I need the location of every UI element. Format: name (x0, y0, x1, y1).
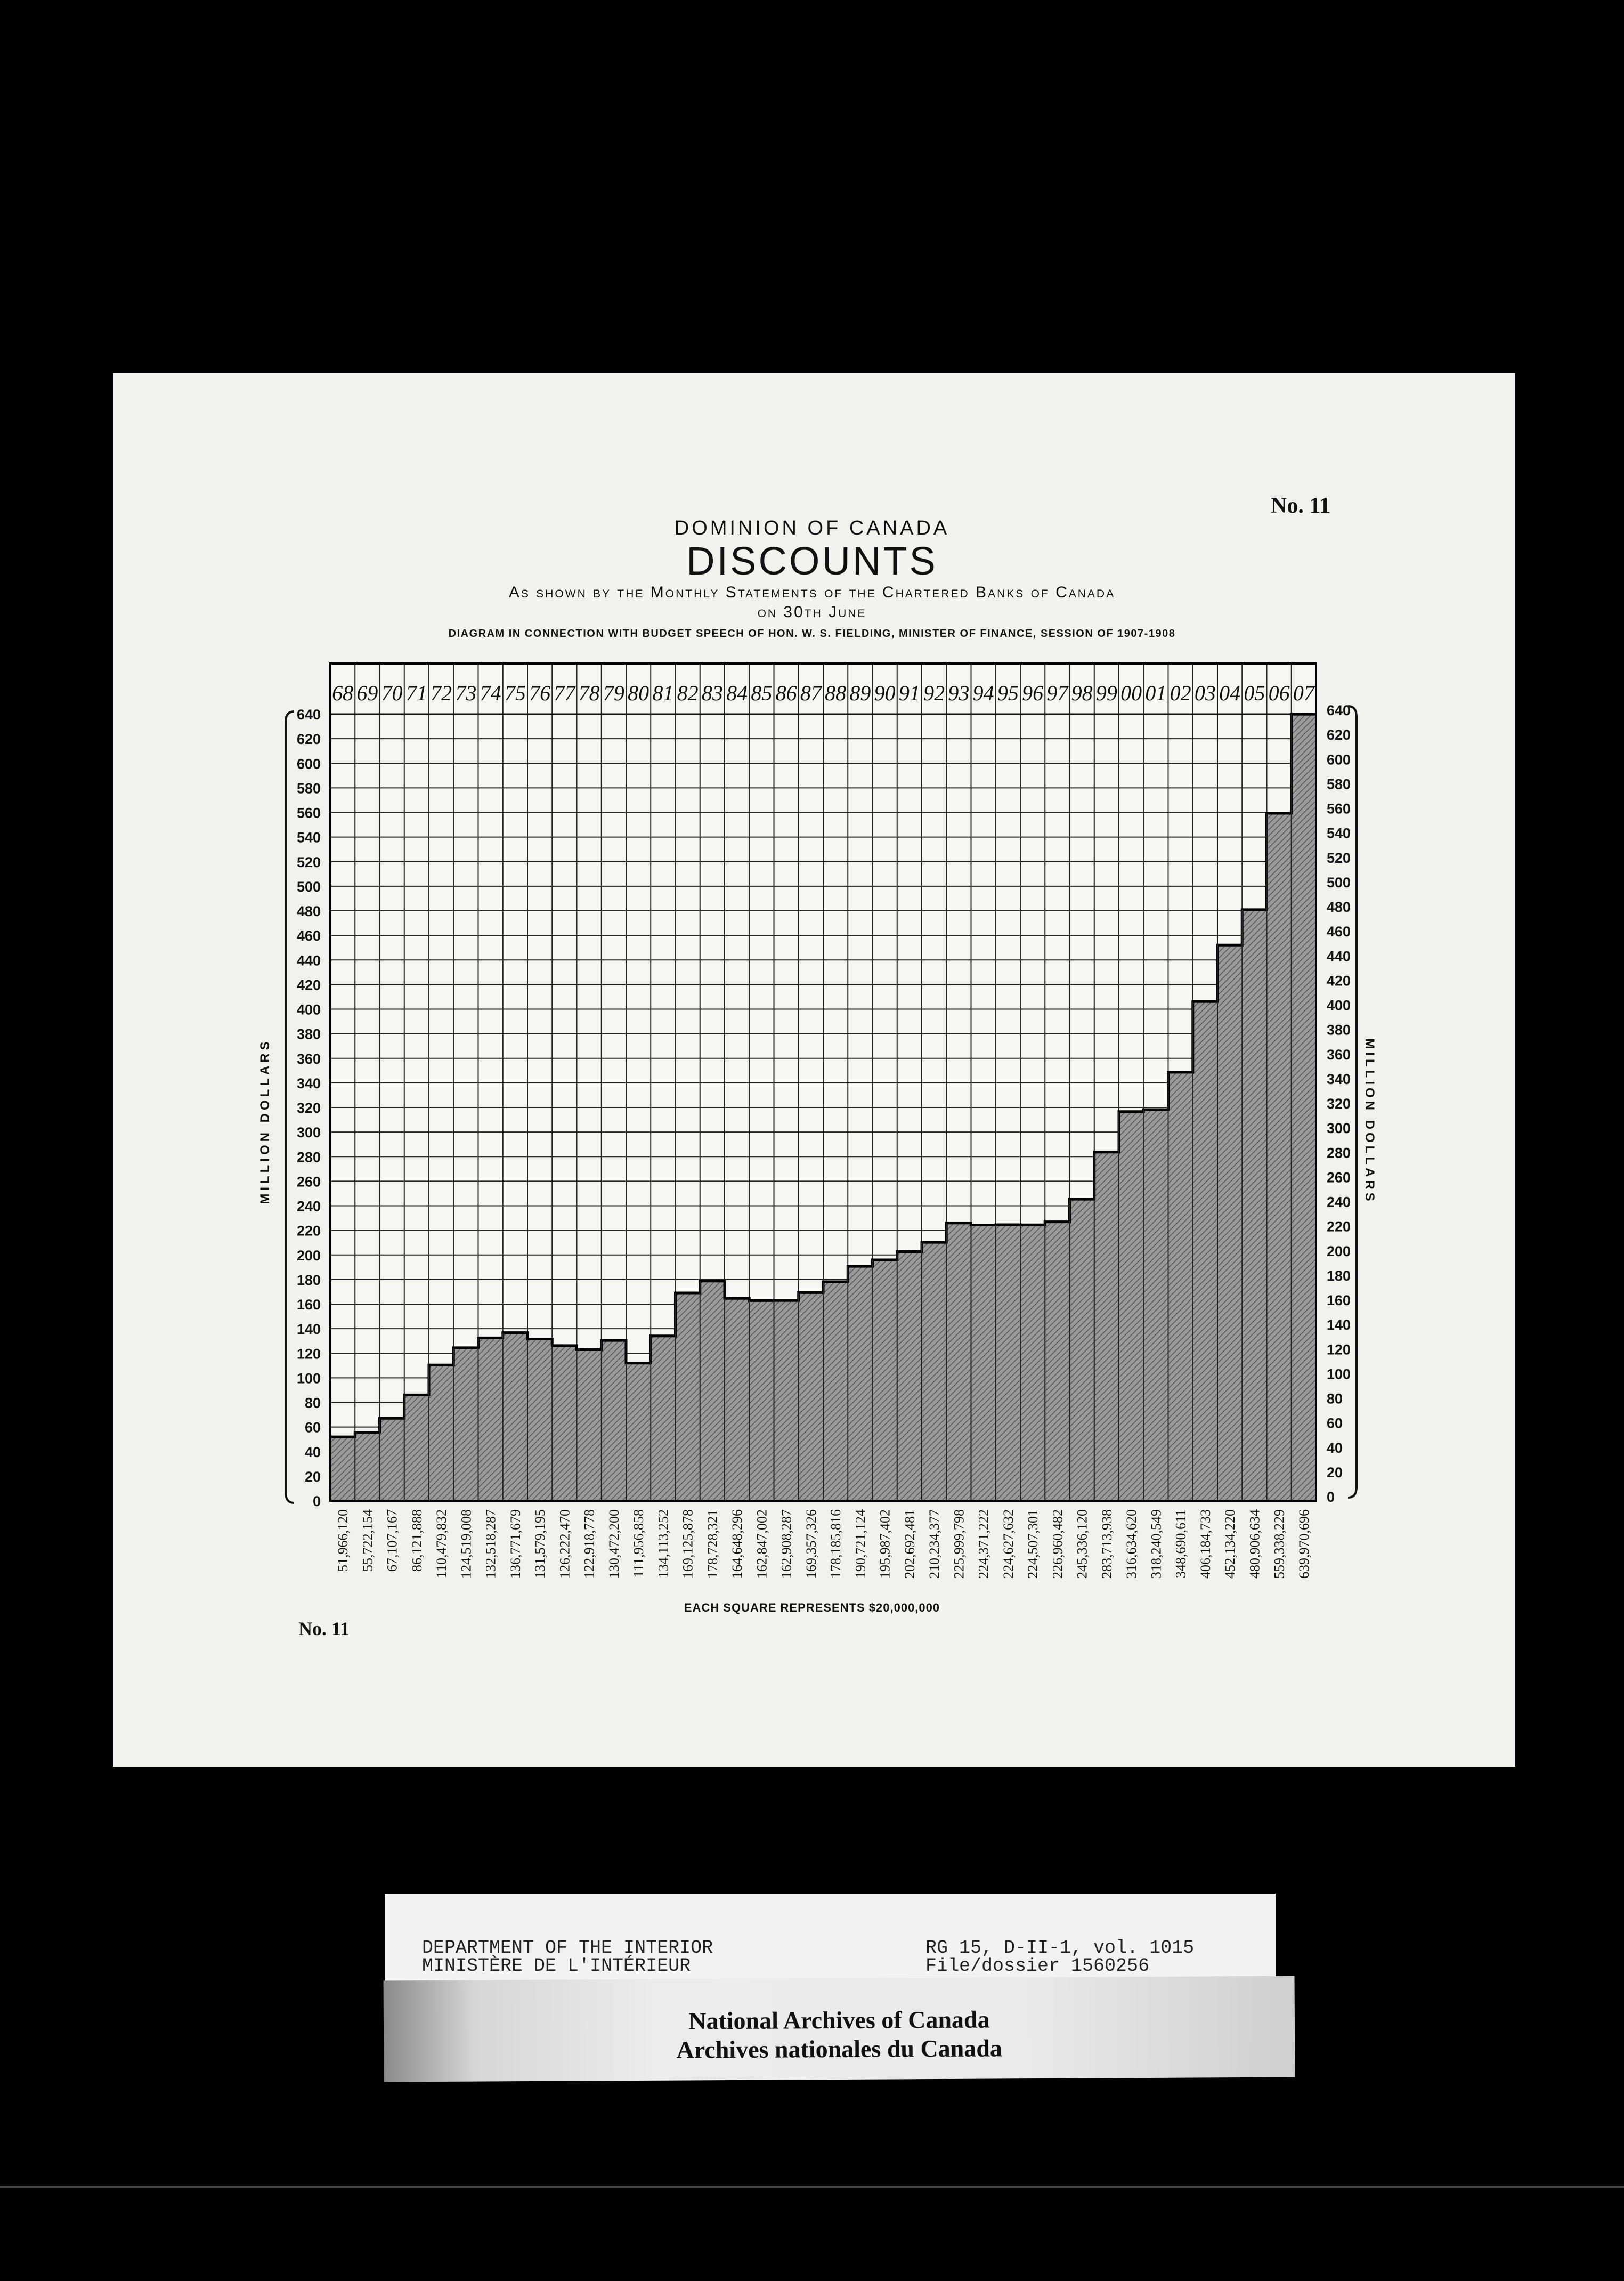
y-tick-label-left: 520 (296, 854, 321, 870)
value-label: 480,906,634 (1247, 1509, 1263, 1579)
y-tick-label-right: 180 (1327, 1267, 1351, 1284)
bar-97 (1045, 1222, 1069, 1501)
year-label-94: 94 (972, 681, 994, 705)
year-label-92: 92 (923, 681, 945, 705)
subtitle-date: on 30th June (757, 603, 867, 621)
year-label-75: 75 (504, 681, 526, 705)
value-label: 190,721,124 (852, 1509, 868, 1579)
y-tick-label-left: 480 (296, 903, 321, 919)
year-label-74: 74 (480, 681, 501, 705)
value-label: 202,692,481 (902, 1509, 917, 1579)
y-tick-label-right: 100 (1327, 1366, 1351, 1382)
y-tick-label-right: 220 (1327, 1218, 1351, 1235)
bottom-rule (0, 2186, 1624, 2188)
value-label: 67,107,167 (384, 1509, 400, 1572)
dept-french: MINISTÈRE DE L'INTÉRIEUR (422, 1955, 691, 1977)
subtitle-budget-speech: DIAGRAM IN CONNECTION WITH BUDGET SPEECH OF HON. W. S. FIELDING, MINISTER OF FINANCE, SESSION OF 1907-1908 (448, 628, 1176, 640)
bar-90 (873, 1260, 897, 1501)
bar-84 (725, 1298, 749, 1501)
value-label: 131,579,195 (532, 1509, 548, 1579)
bar-94 (971, 1225, 996, 1501)
year-label-05: 05 (1244, 681, 1265, 705)
bar-02 (1168, 1072, 1193, 1501)
y-tick-label-left: 40 (304, 1444, 321, 1460)
bar-78 (577, 1350, 602, 1501)
value-label: 162,908,287 (778, 1509, 794, 1579)
y-tick-label-right: 160 (1327, 1292, 1351, 1308)
value-label: 110,479,832 (434, 1509, 450, 1579)
bar-70 (380, 1418, 404, 1501)
value-label: 136,771,679 (507, 1509, 523, 1579)
y-tick-label-left: 60 (304, 1419, 321, 1436)
value-label: 452,134,220 (1222, 1509, 1238, 1579)
year-label-90: 90 (874, 681, 896, 705)
year-label-80: 80 (628, 681, 649, 705)
bar-03 (1193, 1001, 1217, 1501)
y-tick-label-right: 560 (1327, 800, 1351, 817)
bar-05 (1242, 910, 1266, 1501)
y-tick-label-right: 260 (1327, 1169, 1351, 1186)
y-tick-label-right: 60 (1327, 1415, 1343, 1431)
bar-77 (552, 1346, 576, 1501)
value-label: 195,987,402 (877, 1509, 893, 1579)
y-tick-label-left: 580 (296, 780, 321, 797)
value-label: 169,125,878 (680, 1509, 696, 1579)
value-label: 224,507,301 (1025, 1509, 1041, 1579)
value-label: 86,121,888 (409, 1509, 425, 1572)
year-label-95: 95 (997, 681, 1019, 705)
y-tick-label-left: 20 (304, 1468, 321, 1485)
value-label: 126,222,470 (557, 1509, 573, 1579)
file-number: File/dossier 1560256 (925, 1955, 1150, 1977)
bar-83 (700, 1281, 725, 1501)
y-tick-label-right: 200 (1327, 1243, 1351, 1259)
y-tick-label-left: 500 (296, 878, 321, 895)
y-tick-label-left: 0 (312, 1493, 321, 1509)
value-label: 224,371,222 (976, 1509, 992, 1579)
y-tick-label-left: 420 (296, 977, 321, 993)
y-tick-label-left: 160 (296, 1297, 321, 1313)
dept-english: DEPARTMENT OF THE INTERIOR (422, 1937, 713, 1959)
scale-note: EACH SQUARE REPRESENTS $20,000,000 (684, 1601, 940, 1614)
year-label-81: 81 (652, 681, 674, 705)
year-label-72: 72 (431, 681, 452, 705)
bar-74 (478, 1338, 503, 1501)
y-tick-label-left: 360 (296, 1050, 321, 1067)
y-tick-label-left: 540 (296, 829, 321, 846)
value-label: 132,518,287 (483, 1509, 499, 1579)
year-label-88: 88 (825, 681, 847, 705)
y-tick-label-left: 140 (296, 1321, 321, 1338)
year-label-03: 03 (1194, 681, 1216, 705)
y-tick-label-right: 320 (1327, 1096, 1351, 1112)
year-label-70: 70 (381, 681, 403, 705)
bar-98 (1070, 1199, 1094, 1501)
value-label: 245,336,120 (1074, 1509, 1090, 1579)
y-tick-label-right: 80 (1327, 1390, 1343, 1407)
value-label: 210,234,377 (927, 1509, 943, 1579)
bar-01 (1143, 1110, 1168, 1501)
year-label-91: 91 (898, 681, 920, 705)
y-tick-label-left: 560 (296, 805, 321, 821)
subtitle-statements: As shown by the Monthly Statements of the Chartered Banks of Canada (508, 584, 1116, 601)
y-tick-label-right: 620 (1327, 727, 1351, 743)
y-tick-label-right: 360 (1327, 1046, 1351, 1063)
bar-82 (676, 1293, 700, 1501)
nac-french: Archives nationales du Canada (676, 2034, 1002, 2064)
y-tick-label-left: 300 (296, 1125, 321, 1141)
bar-89 (848, 1266, 872, 1501)
value-label: 639,970,696 (1296, 1509, 1312, 1579)
year-label-06: 06 (1268, 681, 1290, 705)
bar-79 (602, 1340, 626, 1501)
bar-92 (922, 1242, 946, 1501)
value-label: 178,185,816 (828, 1509, 844, 1579)
y-tick-label-left: 320 (296, 1100, 321, 1116)
value-label: 316,634,620 (1124, 1509, 1140, 1579)
y-tick-label-left: 440 (296, 952, 321, 969)
value-label: 51,966,120 (335, 1509, 351, 1572)
y-tick-label-right: 460 (1327, 924, 1351, 940)
y-tick-label-right: 540 (1327, 825, 1351, 842)
year-label-01: 01 (1145, 681, 1167, 705)
year-label-87: 87 (800, 681, 822, 705)
y-tick-label-right: 0 (1327, 1489, 1335, 1505)
value-label: 111,956,858 (631, 1509, 647, 1578)
y-tick-label-right: 600 (1327, 751, 1351, 768)
year-label-79: 79 (603, 681, 624, 705)
value-label: 225,999,798 (951, 1509, 967, 1579)
year-label-77: 77 (554, 681, 575, 705)
year-label-98: 98 (1071, 681, 1093, 705)
value-label: 318,240,549 (1148, 1509, 1164, 1579)
year-label-85: 85 (751, 681, 773, 705)
value-label: 224,627,632 (1000, 1509, 1016, 1579)
bar-96 (1020, 1225, 1045, 1501)
y-tick-label-right: 280 (1327, 1145, 1351, 1161)
y-tick-label-right: 640 (1327, 702, 1351, 718)
title-line-dominion: DOMINION OF CANADA (674, 517, 950, 539)
bar-69 (355, 1432, 379, 1501)
y-tick-label-left: 180 (296, 1272, 321, 1288)
bar-72 (429, 1365, 453, 1501)
y-tick-label-left: 200 (296, 1247, 321, 1264)
y-tick-label-left: 220 (296, 1223, 321, 1239)
value-label: 130,472,200 (606, 1509, 622, 1579)
year-label-89: 89 (849, 681, 871, 705)
year-label-07: 07 (1293, 681, 1314, 705)
value-label: 559,338,229 (1271, 1509, 1287, 1579)
year-label-78: 78 (578, 681, 600, 705)
year-label-84: 84 (726, 681, 748, 705)
year-label-02: 02 (1170, 681, 1191, 705)
year-label-99: 99 (1095, 681, 1117, 705)
value-label: 178,728,321 (704, 1509, 720, 1579)
y-tick-label-right: 240 (1327, 1194, 1351, 1210)
value-label: 283,713,938 (1099, 1509, 1115, 1579)
value-label: 124,519,008 (458, 1509, 474, 1579)
value-label: 164,648,296 (729, 1509, 745, 1579)
bar-99 (1094, 1152, 1119, 1501)
y-tick-label-right: 500 (1327, 874, 1351, 891)
value-label: 169,357,326 (803, 1509, 819, 1579)
year-label-83: 83 (701, 681, 723, 705)
bar-75 (503, 1333, 527, 1501)
y-tick-label-right: 580 (1327, 776, 1351, 792)
year-label-82: 82 (677, 681, 699, 705)
bar-91 (897, 1252, 922, 1501)
year-label-73: 73 (455, 681, 477, 705)
bar-80 (626, 1363, 651, 1501)
bar-73 (453, 1348, 478, 1501)
value-label: 55,722,154 (360, 1509, 376, 1572)
year-label-68: 68 (332, 681, 354, 705)
y-tick-label-right: 420 (1327, 973, 1351, 989)
y-tick-label-right: 300 (1327, 1120, 1351, 1137)
value-label: 226,960,482 (1050, 1509, 1066, 1579)
y-tick-label-right: 480 (1327, 899, 1351, 915)
year-label-86: 86 (775, 681, 797, 705)
year-label-76: 76 (529, 681, 551, 705)
y-tick-label-left: 280 (296, 1149, 321, 1166)
year-label-97: 97 (1046, 681, 1068, 705)
bar-00 (1119, 1112, 1143, 1501)
document-number-bottom: No. 11 (298, 1618, 350, 1639)
bar-81 (651, 1336, 675, 1501)
bar-71 (404, 1395, 429, 1501)
bar-85 (749, 1300, 774, 1501)
y-tick-label-right: 20 (1327, 1464, 1343, 1481)
y-tick-label-right: 140 (1327, 1317, 1351, 1333)
left-brace (286, 711, 294, 1503)
year-label-69: 69 (356, 681, 378, 705)
y-tick-label-right: 520 (1327, 850, 1351, 866)
bar-04 (1217, 945, 1242, 1501)
y-tick-label-left: 640 (296, 707, 321, 723)
y-tick-label-left: 620 (296, 731, 321, 748)
y-tick-label-left: 400 (296, 1001, 321, 1018)
bar-86 (774, 1300, 799, 1501)
document-number-top: No. 11 (1271, 494, 1331, 518)
value-label: 162,847,002 (754, 1509, 770, 1579)
y-tick-label-right: 380 (1327, 1022, 1351, 1038)
value-label: 348,690,611 (1173, 1509, 1189, 1579)
record-group-ref: RG 15, D-II-1, vol. 1015 (925, 1937, 1195, 1959)
y-tick-label-left: 460 (296, 928, 321, 944)
y-tick-label-left: 240 (296, 1198, 321, 1215)
bar-87 (799, 1292, 823, 1501)
year-label-96: 96 (1022, 681, 1044, 705)
chart-title: DISCOUNTS (686, 539, 938, 583)
bar-88 (823, 1282, 848, 1501)
bar-93 (946, 1223, 971, 1501)
bar-68 (330, 1437, 355, 1501)
y-tick-label-left: 260 (296, 1174, 321, 1190)
bar-76 (527, 1339, 552, 1501)
y-tick-label-left: 100 (296, 1370, 321, 1387)
y-tick-label-left: 600 (296, 756, 321, 772)
y-tick-label-right: 340 (1327, 1071, 1351, 1087)
year-label-00: 00 (1120, 681, 1142, 705)
year-label-93: 93 (948, 681, 970, 705)
year-label-71: 71 (405, 681, 427, 705)
y-tick-label-right: 440 (1327, 948, 1351, 965)
bar-07 (1292, 714, 1316, 1501)
y-tick-label-right: 40 (1327, 1439, 1343, 1456)
y-tick-label-left: 120 (296, 1346, 321, 1362)
y-tick-label-right: 120 (1327, 1341, 1351, 1358)
bar-95 (996, 1225, 1020, 1501)
nac-english: National Archives of Canada (688, 2005, 990, 2035)
year-label-04: 04 (1219, 681, 1241, 705)
y-tick-label-left: 380 (296, 1026, 321, 1042)
national-archives-label (384, 1976, 1295, 2082)
y-tick-label-left: 80 (304, 1395, 321, 1411)
bar-06 (1267, 813, 1292, 1501)
value-label: 406,184,733 (1197, 1509, 1213, 1579)
y-tick-label-right: 400 (1327, 997, 1351, 1014)
value-label: 134,113,252 (655, 1509, 671, 1579)
value-label: 122,918,778 (581, 1509, 597, 1579)
y-tick-label-left: 340 (296, 1075, 321, 1091)
